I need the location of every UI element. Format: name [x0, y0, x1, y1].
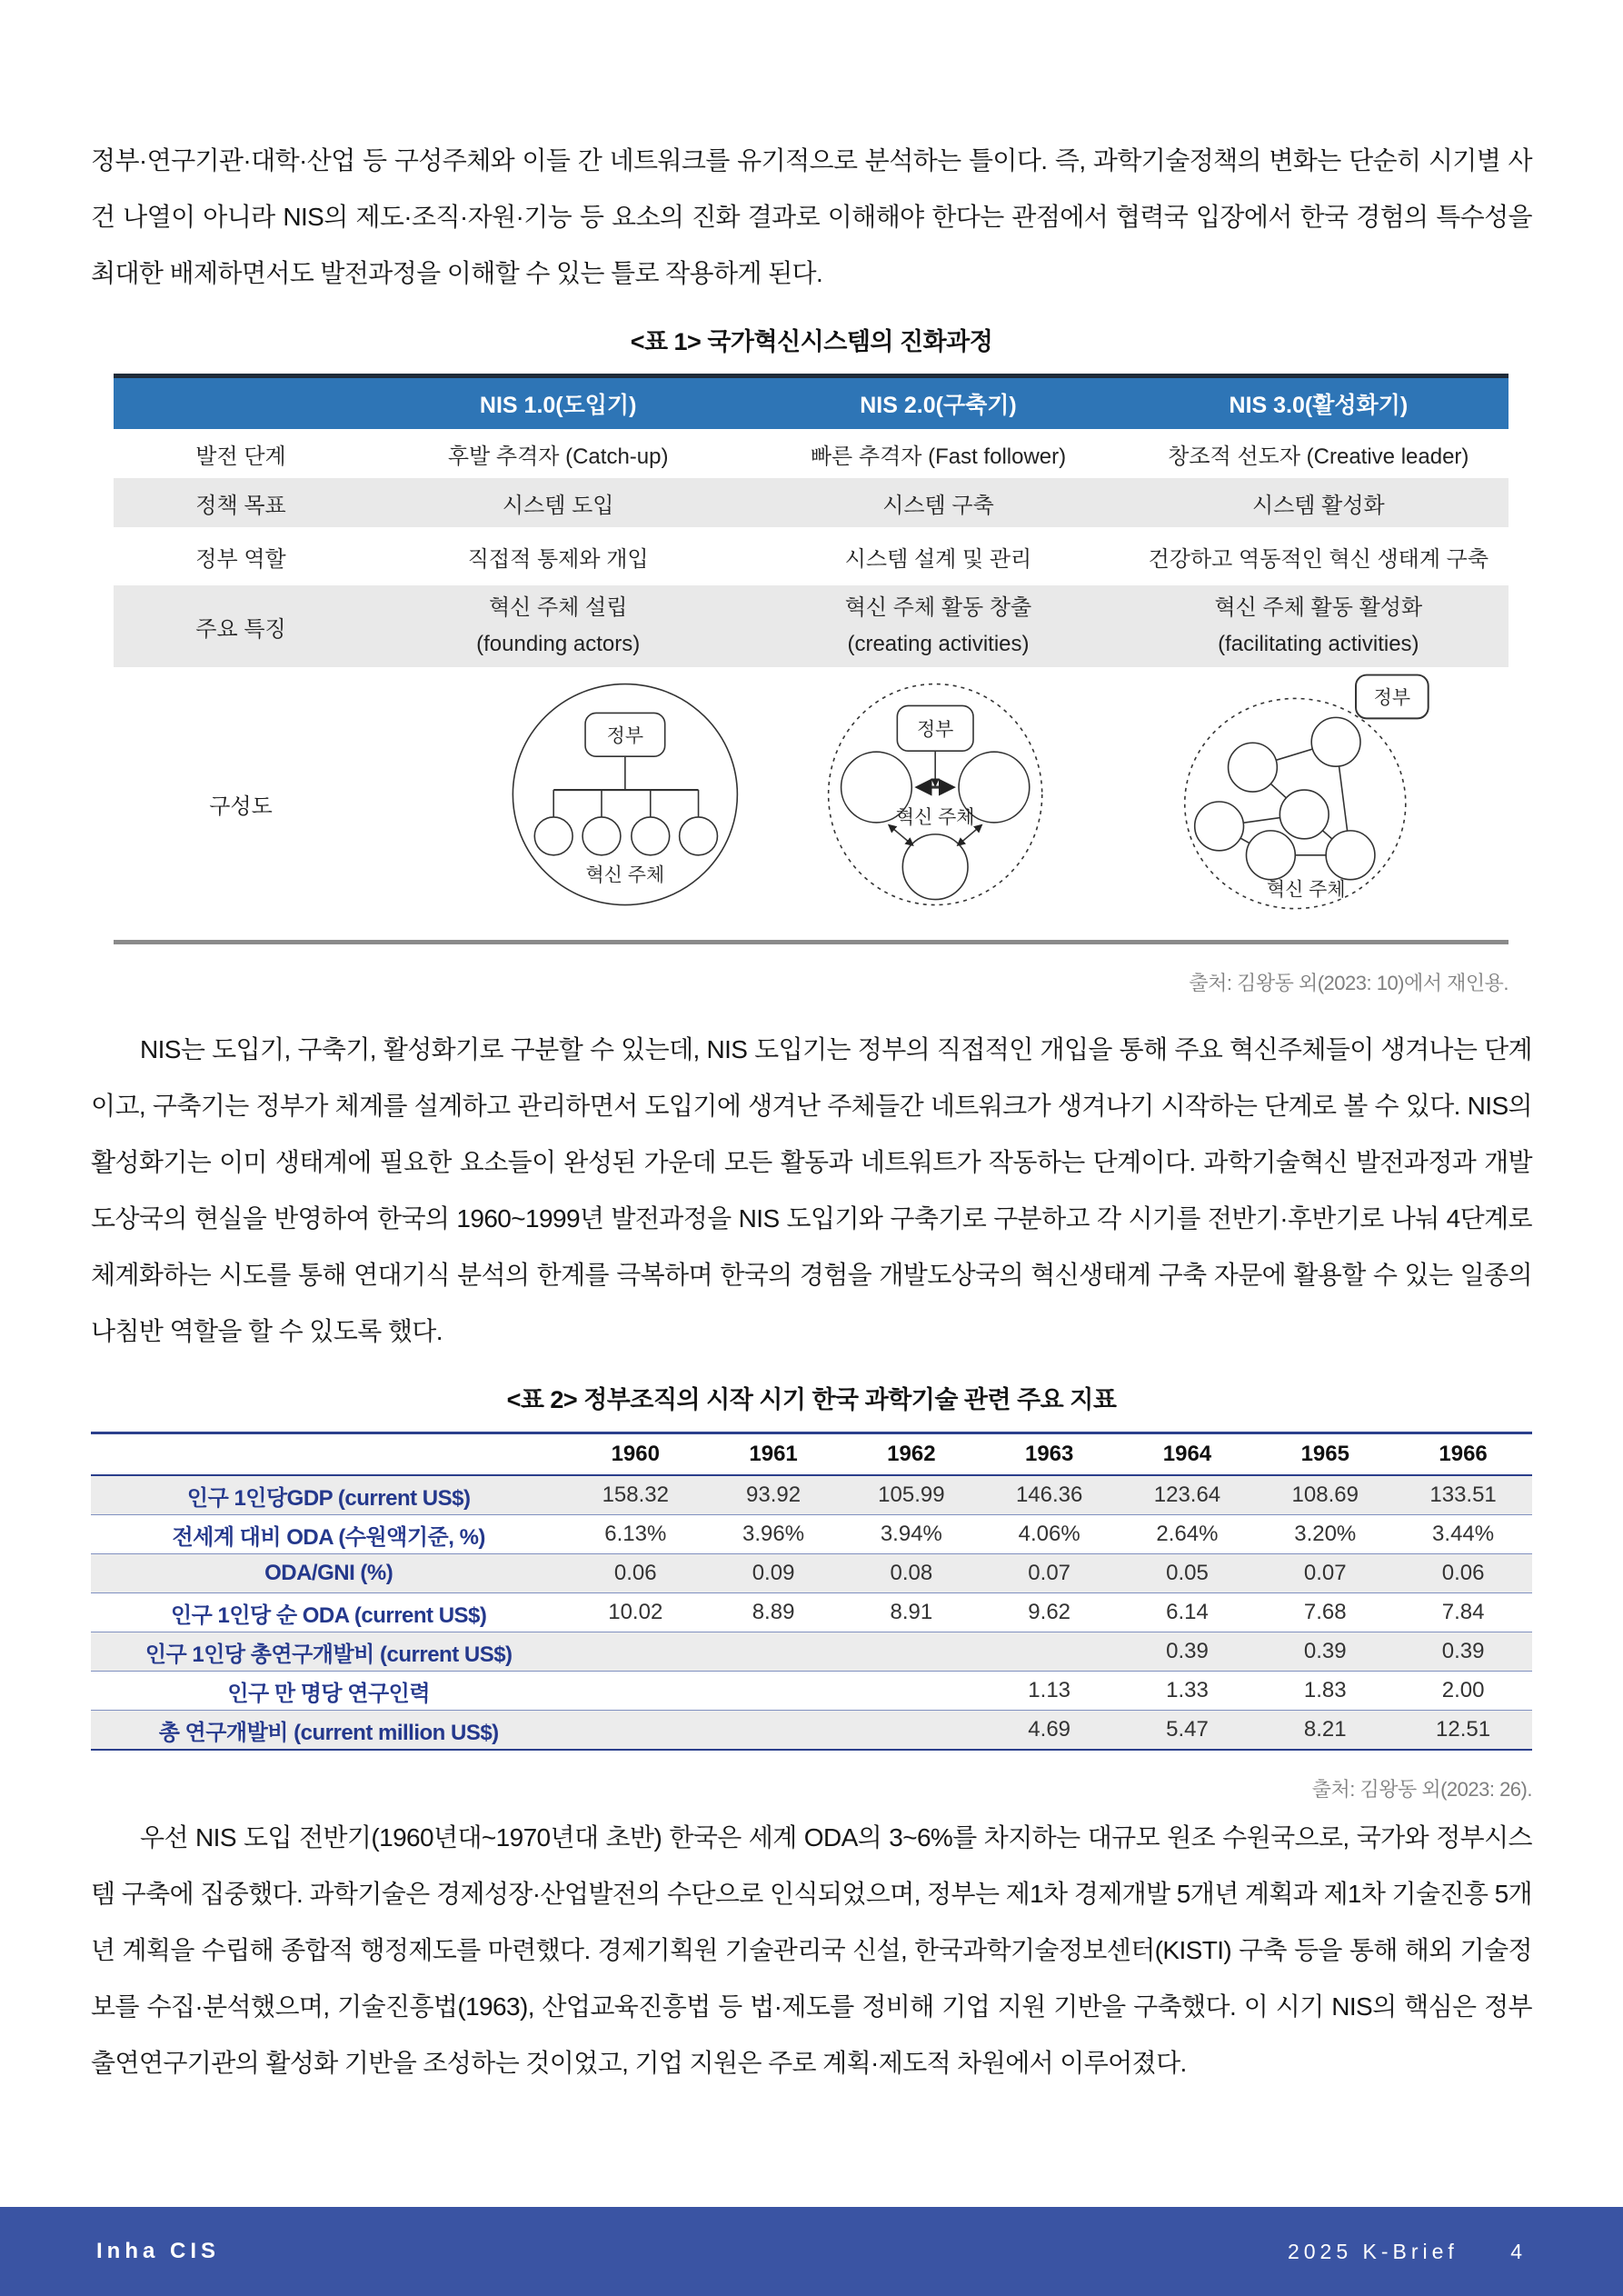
innovation-actors-label: 혁신 주체 — [896, 806, 975, 828]
cell: 5.47 — [1119, 1711, 1257, 1751]
cell: 2.64% — [1156, 1522, 1219, 1546]
table1-header-nis1: NIS 1.0(도입기) — [479, 393, 637, 418]
indicator-label: 인구 1인당GDP (current US$) — [91, 1475, 566, 1515]
table1-row-role — [114, 527, 1508, 585]
cell — [566, 1711, 704, 1751]
footer-publisher: Inha CIS — [96, 2239, 221, 2263]
table1 — [114, 374, 1508, 944]
feature-line1: 혁신 주체 설립 — [488, 595, 628, 620]
feature-line2: (creating activities) — [847, 632, 1030, 656]
table1-header-nis3: NIS 3.0(활성화기) — [1229, 393, 1409, 418]
cell — [842, 1711, 981, 1751]
year-header: 1963 — [981, 1433, 1119, 1476]
feature-line1: 혁신 주체 활동 활성화 — [1214, 595, 1423, 620]
year-header: 1960 — [566, 1433, 704, 1476]
nis2-diagram — [748, 667, 1128, 940]
cell: 6.13% — [604, 1522, 667, 1546]
row-label: 구성도 — [209, 794, 273, 819]
cell: 시스템 설계 및 관리 — [844, 546, 1032, 572]
cell: 10.02 — [608, 1600, 663, 1624]
indicator-label: 총 연구개발비 (current million US$) — [91, 1711, 566, 1751]
footer-brief-title: 2025 K-Brief — [1287, 2239, 1459, 2263]
indicator-label: ODA/GNI (%) — [91, 1554, 566, 1593]
cell: 105.99 — [842, 1475, 981, 1515]
government-box-label: 정부 — [917, 719, 954, 741]
table1-header-nis2: NIS 2.0(구축기) — [860, 393, 1017, 418]
cell: 8.91 — [890, 1600, 933, 1624]
table-row — [91, 1515, 1532, 1554]
cell: 158.32 — [566, 1475, 704, 1515]
indicator-label: 인구 1인당 순 ODA (current US$) — [170, 1602, 487, 1628]
indicator-label: 인구 만 명당 연구인력 — [227, 1681, 431, 1706]
feature-line2: (founding actors) — [476, 632, 641, 656]
cell: 2.00 — [1441, 1678, 1485, 1702]
table1-row-goal — [114, 478, 1508, 527]
year-header: 1964 — [1119, 1433, 1257, 1476]
cell: 0.07 — [981, 1554, 1119, 1593]
row-label: 정책 목표 — [195, 493, 286, 518]
nis3-diagram — [1129, 667, 1508, 940]
cell: 0.05 — [1119, 1554, 1257, 1593]
cell — [566, 1632, 704, 1672]
cell: 시스템 활성화 — [1251, 493, 1385, 518]
row-label: 정부 역할 — [195, 546, 286, 572]
year-header-empty — [91, 1433, 566, 1476]
paragraph-1: 정부·연구기관·대학·산업 등 구성주체와 이들 간 네트워크를 유기적으로 분석하는 틀이다. 즉, 과학기술정책의 변화는 단순히 시기별 사건 나열이 아니라 NIS의 제도·조직·자원·기능 등 요소의 진화 결과로 이해해야 한다는 관점에서 협력국 입장에서 한국 경험의 특수성을 최대한 배제하면서도 발전과정을 이해할 수 있는 틀로 작용하게 된다. — [91, 146, 1532, 287]
table-row — [91, 1593, 1532, 1632]
table1-source: 출처: 김왕동 외(2023: 10)에서 재인용. — [1189, 972, 1508, 994]
cell: 9.62 — [1028, 1600, 1071, 1624]
cell — [1129, 590, 1508, 663]
cell: 123.64 — [1119, 1475, 1257, 1515]
indicator-label: 인구 1인당 총연구개발비 (current US$) — [91, 1632, 566, 1672]
cell: 시스템 구축 — [882, 493, 994, 518]
feature-line2: (facilitating activities) — [1218, 632, 1419, 656]
cell: 7.84 — [1441, 1600, 1485, 1624]
year-header: 1965 — [1256, 1433, 1394, 1476]
table1-row-stage — [114, 429, 1508, 478]
cell: 0.09 — [704, 1554, 842, 1593]
cell: 93.92 — [704, 1475, 842, 1515]
table1-caption: <표 1> 국가혁신시스템의 진화과정 — [630, 328, 993, 355]
table2-year-header-row — [91, 1433, 1532, 1476]
table-row — [91, 1711, 1532, 1751]
cell: 3.20% — [1294, 1522, 1357, 1546]
row-label: 주요 특징 — [195, 616, 286, 642]
cell: 4.69 — [981, 1711, 1119, 1751]
table-row — [91, 1672, 1532, 1711]
row-label: 발전 단계 — [195, 444, 286, 469]
cell — [704, 1632, 842, 1672]
cell: 1.13 — [1028, 1678, 1071, 1702]
innovation-actors-label: 혁신 주체 — [585, 864, 665, 886]
cell: 108.69 — [1256, 1475, 1394, 1515]
cell — [842, 1672, 981, 1711]
cell: 건강하고 역동적인 혁신 생태계 구축 — [1148, 546, 1489, 572]
cell: 6.14 — [1166, 1600, 1209, 1624]
table-row — [91, 1554, 1532, 1593]
cell: 0.08 — [842, 1554, 981, 1593]
table1-header-row — [114, 378, 1508, 429]
cell: 3.96% — [742, 1522, 805, 1546]
cell: 직접적 통제와 개입 — [467, 546, 649, 572]
cell: 0.06 — [1394, 1554, 1532, 1593]
innovation-actors-label: 혁신 주체 — [1266, 879, 1346, 901]
table-row — [91, 1475, 1532, 1515]
indicator-label: 전세계 대비 ODA (수원액기준, %) — [172, 1524, 485, 1550]
cell — [748, 590, 1128, 663]
table2-caption: <표 2> 정부조직의 시작 시기 한국 과학기술 관련 주요 지표 — [506, 1386, 1117, 1413]
cell: 3.44% — [1432, 1522, 1495, 1546]
cell — [704, 1711, 842, 1751]
cell: 창조적 선도자 (Creative leader) — [1168, 444, 1469, 469]
government-box-label: 정부 — [606, 725, 644, 747]
cell: 3.94% — [880, 1522, 942, 1546]
cell: 0.07 — [1256, 1554, 1394, 1593]
cell: 0.39 — [1256, 1632, 1394, 1672]
cell: 7.68 — [1303, 1600, 1347, 1624]
nis2-shapes — [829, 684, 1042, 905]
paragraph-2: NIS는 도입기, 구축기, 활성화기로 구분할 수 있는데, NIS 도입기는 정부의 직접적인 개입을 통해 주요 혁신주체들이 생겨나는 단계이고, 구축기는 정부가 체계를 설계하고 관리하면서 도입기에 생겨난 주체들간 네트워크가 생겨나기 시작하는 단계로 볼 수 있다. NIS의 활성화기는 이미 생태계에 필요한 요소들이 완성된 가운데 모든 활동과 네트워트가 작동하는 단계이다. 과학기술혁신 발전과정과 개발도상국의 현실을 반영하여 한국의 1960~1999년 발전과정을 NIS 도입기와 구축기로 구분하고 각 시기를 전반기·후반기로 나눠 4단계로 체계화하는 시도를 통해 연대기식 분석의 한계를 극복하며 한국의 경험을 개발도상국의 혁신생태계 구축 자문에 활용할 수 있는 일종의 나침반 역할을 할 수 있도록 했다. — [91, 1035, 1532, 1345]
feature-line1: 혁신 주체 활동 창출 — [844, 595, 1032, 620]
cell: 시스템 도입 — [502, 493, 614, 518]
cell: 0.39 — [1119, 1632, 1257, 1672]
table2 — [91, 1432, 1532, 1751]
cell — [981, 1632, 1119, 1672]
nis1-diagram — [368, 667, 748, 940]
cell: 1.33 — [1166, 1678, 1209, 1702]
cell: 146.36 — [981, 1475, 1119, 1515]
cell: 4.06% — [1018, 1522, 1080, 1546]
cell — [368, 590, 748, 663]
footer-page-number: 4 — [1510, 2239, 1527, 2263]
cell: 8.89 — [752, 1600, 795, 1624]
nis3-shapes — [1184, 675, 1428, 909]
table1-row-features — [114, 585, 1508, 667]
table-row — [91, 1632, 1532, 1672]
cell — [842, 1632, 981, 1672]
cell: 1.83 — [1303, 1678, 1347, 1702]
table2-source: 출처: 김왕동 외(2023: 26). — [1311, 1778, 1532, 1801]
cell: 12.51 — [1394, 1711, 1532, 1751]
cell: 0.39 — [1394, 1632, 1532, 1672]
government-box-label: 정부 — [1373, 687, 1410, 709]
cell: 8.21 — [1256, 1711, 1394, 1751]
cell: 후발 추격자 (Catch-up) — [447, 444, 669, 469]
cell — [566, 1672, 704, 1711]
year-header: 1962 — [842, 1433, 981, 1476]
cell: 133.51 — [1394, 1475, 1532, 1515]
year-header: 1961 — [704, 1433, 842, 1476]
paragraph-3: 우선 NIS 도입 전반기(1960년대~1970년대 초반) 한국은 세계 ODA의 3~6%를 차지하는 대규모 원조 수원국으로, 국가와 정부시스템 구축에 집중했다. 과학기술은 경제성장·산업발전의 수단으로 인식되었으며, 정부는 제1차 경제개발 5개년 계획과 제1차 기술진흥 5개년 계획을 수립해 종합적 행정제도를 마련했다. 경제기획원 기술관리국 신설, 한국과학기술정보센터(KISTI) 구축 등을 통해 해외 기술정보를 수집·분석했으며, 기술진흥법(1963), 산업교육진흥법 등 법·제도를 정비해 기업 지원 기반을 구축했다. 이 시기 NIS의 핵심은 정부출연연구기관의 활성화 기반을 조성하는 것이었고, 기업 지원은 주로 계획·제도적 차원에서 이루어졌다. — [91, 1823, 1532, 2077]
cell: 0.06 — [566, 1554, 704, 1593]
footer-bar — [0, 2207, 1623, 2296]
year-header: 1966 — [1394, 1433, 1532, 1476]
table1-row-diagram — [114, 667, 1508, 940]
footer-right — [1288, 2240, 1527, 2264]
cell — [704, 1672, 842, 1711]
cell: 빠른 추격자 (Fast follower) — [810, 444, 1067, 469]
